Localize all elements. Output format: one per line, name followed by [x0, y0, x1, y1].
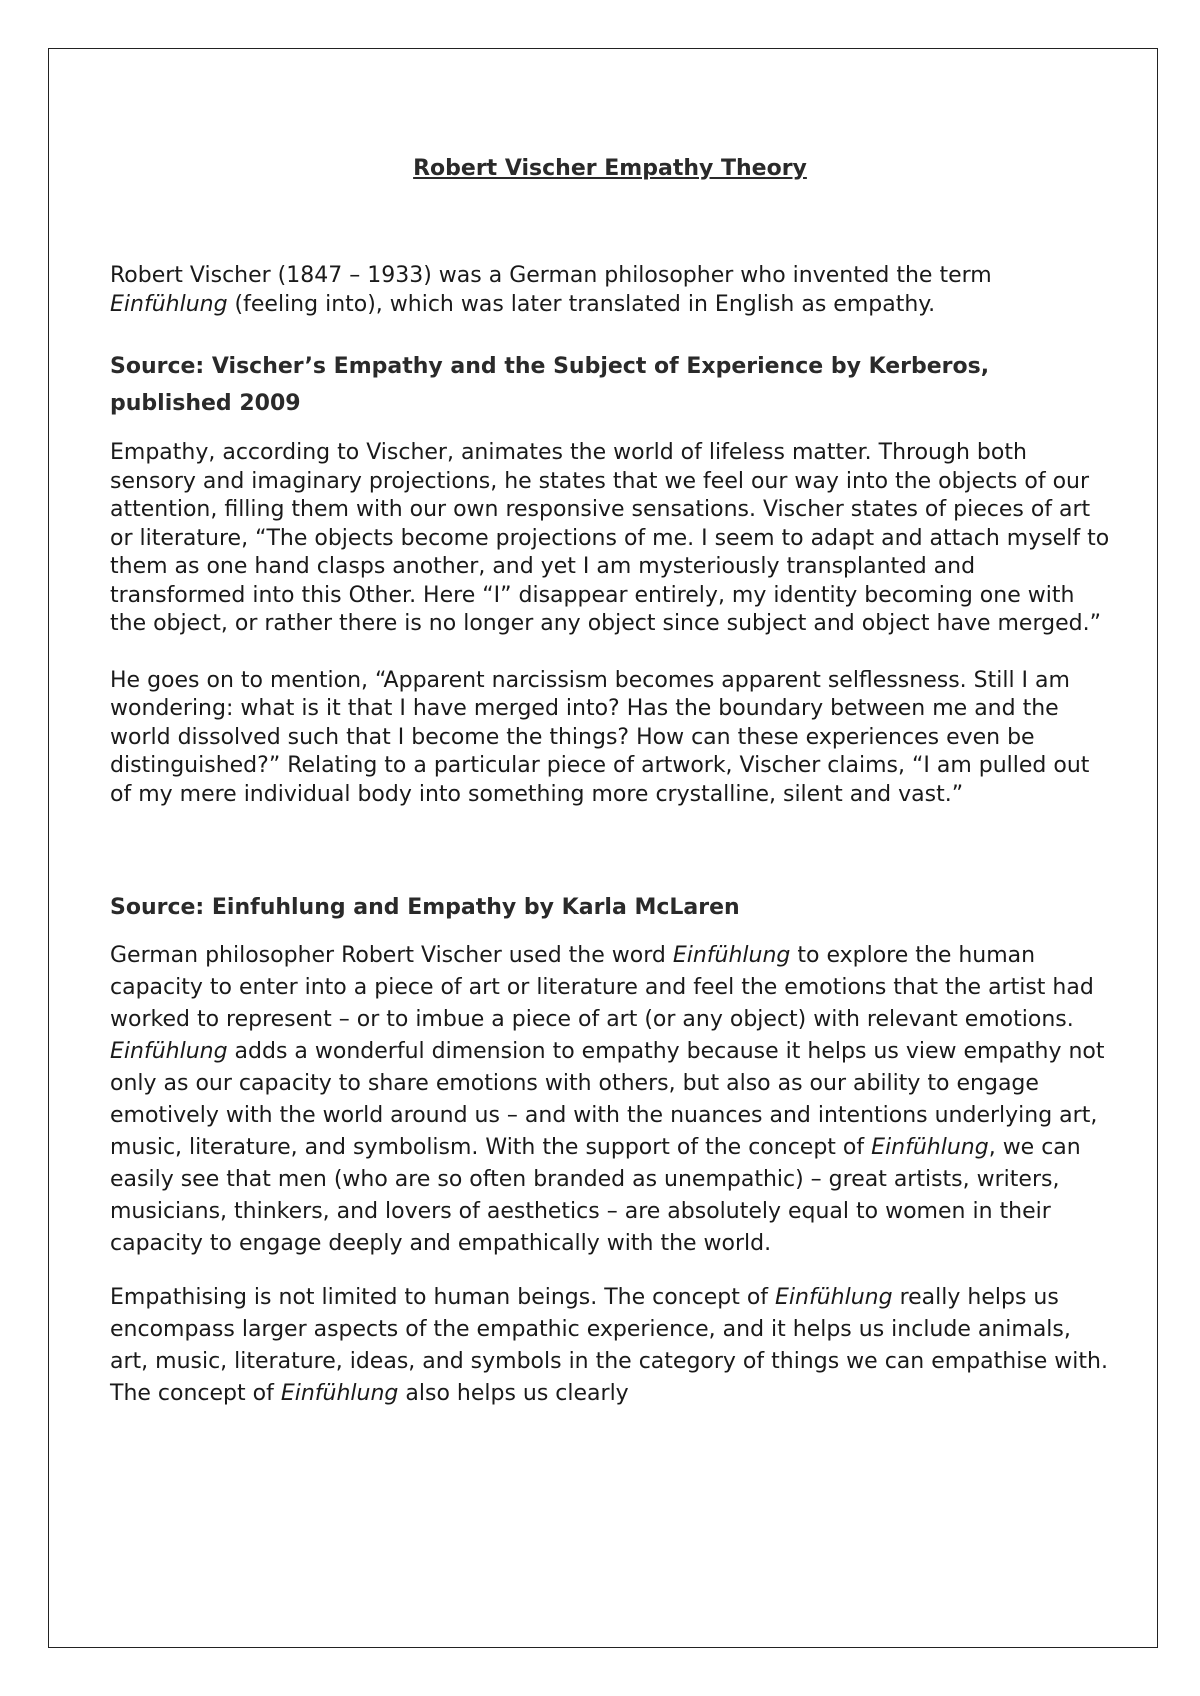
source2-p1-text-4: , we can easily see that men (who are so often branded as unempathic) – great artists, writers, musicians, thinkers, and lovers of aesthetics – are absolutely equal to women in their capacity to engage deeply and empathically with the world.: [110, 1135, 1081, 1256]
source1-paragraph-2: He goes on to mention, “Apparent narcissism becomes apparent selflessness. Still I am wondering: what is it that I have merged into? Has the boundary between me and the world dissolved such that I become the things? How can these experiences even be distinguished?” Relating to a particular piece of artwork, Vischer claims, “I am pulled out of my mere individual body into something more crystalline, silent and vast.”: [110, 667, 1090, 807]
source2-p2-text-3: also helps us clearly: [398, 1381, 629, 1406]
source2-p1-term-1: Einfühlung: [672, 943, 791, 968]
source2-p1-text-2: to explore the human capacity to enter into a piece of art or literature and feel the emotions that the artist had worked to represent – or to imbue a piece of art (or any object) with relevant emotions.: [110, 943, 1094, 1032]
intro-text-2: (feeling into), which was later translated in English as empathy.: [227, 291, 936, 317]
source2-p1-text-1: German philosopher Robert Vischer used the word: [110, 943, 673, 968]
source2-paragraph-1: [110, 940, 1110, 1260]
document-body: [110, 154, 1110, 1410]
source2-p1-term-2: Einfühlung: [110, 1039, 228, 1064]
source2-paragraph-2: [110, 1282, 1110, 1410]
source1-heading-line2: published 2009: [110, 391, 301, 416]
source2-heading: Source: Einfuhlung and Empathy by Karla McLaren: [110, 895, 740, 920]
source1-paragraph-1: Empathy, according to Vischer, animates the world of lifeless matter. Through both sensory and imaginary projections, he states that we feel our way into the objects of our attention, filling them with our own responsive sensations. Vischer states of pieces of art or literature, “The objects become projections of me. I seem to adapt and attach myself to them as one hand clasps another, and yet I am mysteriously transplanted and transformed into this Other. Here “I” disappear entirely, my identity becoming one with the object, or rather there is no longer any object since subject and object have merged.”: [110, 440, 1110, 636]
source2-p2-text-1: Empathising is not limited to human beings. The concept of: [110, 1285, 776, 1310]
intro-term: Einfühlung: [110, 291, 228, 317]
source2-p2-term-2: Einfühlung: [280, 1381, 399, 1406]
source2-p2-term-1: Einfühlung: [775, 1285, 893, 1310]
intro-text-1: Robert Vischer (1847 – 1933) was a German philosopher who invented the term: [110, 263, 992, 288]
document-title: Robert Vischer Empathy Theory: [413, 156, 807, 181]
source2-p1-term-3: Einfühlung: [871, 1135, 989, 1160]
source2-p1-text-3: adds a wonderful dimension to empathy because it helps us view empathy not only as our capacity to share emotions with others, but also as our ability to engage emotively with the world around us – and with the nuances and intentions underlying art, music, literature, and symbolism. With the support of the concept of: [110, 1039, 1105, 1160]
source1-heading-line1: Source: Vischer’s Empathy and the Subject of Experience by Kerberos,: [110, 354, 990, 379]
intro-paragraph: [110, 262, 1110, 319]
source2-p2-text-2: really helps us encompass larger aspects of the empathic experience, and it helps us include animals, art, music, literature, ideas, and symbols in the category of things we can empathise with. The concept of: [110, 1285, 1108, 1406]
source1-heading: [110, 348, 1110, 422]
